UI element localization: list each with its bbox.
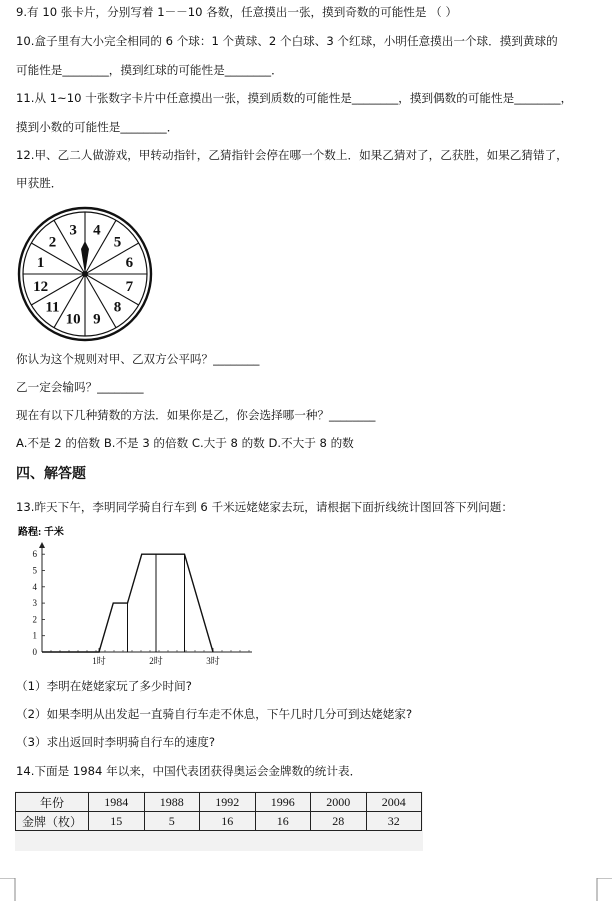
chart-y-tick-label: 3	[32, 598, 37, 609]
chart-series	[42, 554, 213, 652]
table-header-cell: 2000	[311, 793, 367, 812]
table-header-cell: 1988	[144, 793, 200, 812]
table-header-cell: 1996	[255, 793, 311, 812]
spinner-pivot	[82, 271, 88, 277]
distance-time-chart	[14, 522, 260, 670]
spinner-number: 3	[69, 222, 77, 239]
question-13-sub2: （2）如果李明从出发起一直骑自行车走不休息，下午几时几分可到达姥姥家?	[16, 707, 413, 721]
table-cell: 5	[144, 812, 200, 831]
question-13: 13.昨天下午，李明同学骑自行车到 6 千米远姥姥家去玩，请根据下面折线统计图回答下列问题：	[16, 500, 513, 514]
spinner-number: 4	[93, 222, 101, 239]
chart-ylabel: 路程: 千米	[18, 527, 64, 538]
table-row-label: 金牌（枚）	[16, 812, 89, 831]
table-header-cell: 年份	[16, 793, 89, 812]
question-12-line1: 12.甲、乙二人做游戏，甲转动指针，乙猜指针会停在哪一个数上．如果乙猜对了，乙获胜，如果乙猜错了，	[16, 148, 568, 162]
chart-y-tick-label: 2	[32, 614, 37, 625]
question-13-sub3: （3）求出返回时李明骑自行车的速度?	[16, 735, 216, 749]
table-cell: 15	[89, 812, 145, 831]
question-10-line1: 10.盒子里有大小完全相同的 6 个球：1 个黄球、2 个白球、3 个红球，小明任意摸出一个球．摸到黄球的	[16, 34, 558, 48]
chart-x-tick-label: 3时	[206, 656, 220, 666]
spinner-number: 11	[45, 299, 60, 316]
spinner-figure	[15, 206, 155, 342]
question-12-sub1: 你认为这个规则对甲、乙双方公平吗？________	[16, 352, 260, 366]
medal-table	[15, 792, 422, 831]
question-12-sub3: 现在有以下几种猜数的方法．如果你是乙，你会选择哪一种？________	[16, 408, 376, 422]
table-header-cell: 1984	[89, 793, 145, 812]
spinner-number: 9	[93, 311, 101, 328]
question-13-sub1: （1）李明在姥姥家玩了多少时间?	[16, 679, 192, 693]
chart-x-tick-label: 1时	[92, 656, 106, 666]
table-cell: 16	[200, 812, 256, 831]
spinner-number: 8	[113, 299, 122, 316]
spinner-number: 10	[65, 311, 81, 328]
question-12-options: A.不是 2 的倍数 B.不是 3 的倍数 C.大于 8 的数 D.不大于 8 的数	[16, 436, 354, 450]
chart-y-tick-label: 5	[32, 565, 37, 576]
chart-y-ticks	[33, 549, 46, 657]
spinner-number: 5	[113, 234, 122, 251]
table-header-cell: 1992	[200, 793, 256, 812]
question-14: 14.下面是 1984 年以来，中国代表团获得奥运会金牌数的统计表．	[16, 764, 362, 778]
chart-y-tick-label: 0	[32, 647, 37, 657]
chart-axes	[39, 542, 252, 652]
table-cell: 16	[255, 812, 311, 831]
page-corner-mark-left	[0, 878, 16, 902]
question-11-line2: 摸到小数的可能性是________．	[16, 120, 179, 134]
question-12-line2: 甲获胜．	[16, 176, 63, 190]
table-cell: 32	[366, 812, 422, 831]
spinner-number: 2	[48, 234, 57, 251]
chart-x-tick-label: 2时	[149, 656, 163, 666]
page-corner-mark-right	[596, 878, 612, 902]
chart-y-tick-label: 1	[32, 630, 37, 641]
spinner-number: 6	[125, 255, 134, 272]
question-9: 9.有 10 张卡片，分别写着 1－－10 各数，任意摸出一张，摸到奇数的可能性是 （ ）	[16, 5, 458, 19]
section-heading: 四、解答题	[16, 466, 86, 482]
spinner-number: 12	[33, 278, 49, 295]
table-header-row	[16, 793, 422, 812]
question-12-sub2: 乙一定会输吗？________	[16, 380, 144, 394]
question-10-line2: 可能性是________，摸到红球的可能性是________．	[16, 63, 283, 77]
chart-y-tick-label: 6	[32, 549, 37, 560]
chart-y-arrow	[39, 542, 45, 548]
table-cell: 28	[311, 812, 367, 831]
table-header-cell: 2004	[366, 793, 422, 812]
spinner-number: 7	[125, 278, 134, 295]
chart-y-tick-label: 4	[32, 581, 37, 592]
spinner-number: 1	[36, 255, 45, 272]
question-11-line1: 11.从 1~10 十张数字卡片中任意摸出一张，摸到质数的可能性是________，摸到偶数的可能性是________，	[16, 91, 573, 105]
table-row	[16, 812, 422, 831]
